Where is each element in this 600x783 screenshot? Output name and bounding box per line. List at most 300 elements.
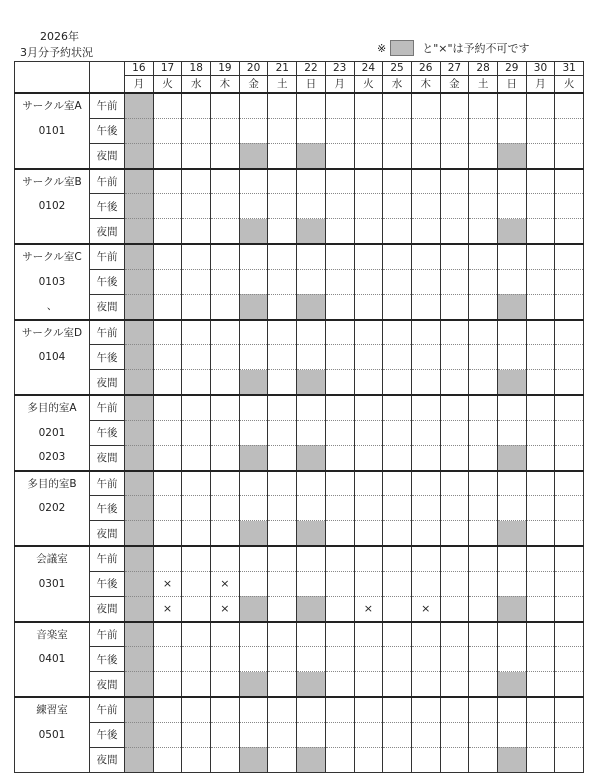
slot-cell[interactable] xyxy=(182,697,211,722)
slot-cell[interactable] xyxy=(555,521,584,546)
slot-cell[interactable] xyxy=(325,370,354,395)
slot-cell[interactable] xyxy=(211,169,240,194)
slot-cell[interactable] xyxy=(555,294,584,319)
slot-cell[interactable] xyxy=(440,320,469,345)
slot-cell[interactable] xyxy=(411,93,440,118)
slot-cell[interactable] xyxy=(411,697,440,722)
slot-cell[interactable] xyxy=(153,345,182,370)
slot-cell[interactable] xyxy=(411,647,440,672)
slot-cell[interactable] xyxy=(125,169,154,194)
slot-cell[interactable] xyxy=(497,496,526,521)
slot-cell[interactable] xyxy=(153,320,182,345)
slot-cell[interactable] xyxy=(440,93,469,118)
slot-cell[interactable] xyxy=(555,194,584,219)
slot-cell[interactable] xyxy=(526,194,555,219)
slot-cell[interactable] xyxy=(555,647,584,672)
slot-cell[interactable] xyxy=(239,747,268,772)
slot-cell[interactable] xyxy=(526,244,555,269)
slot-cell[interactable] xyxy=(153,269,182,294)
slot-cell[interactable] xyxy=(469,722,498,747)
slot-cell[interactable] xyxy=(411,722,440,747)
slot-cell[interactable] xyxy=(325,320,354,345)
slot-cell[interactable] xyxy=(153,219,182,244)
slot-cell[interactable] xyxy=(268,395,297,420)
slot-cell[interactable] xyxy=(182,345,211,370)
slot-cell[interactable] xyxy=(497,269,526,294)
slot-cell[interactable] xyxy=(182,596,211,621)
slot-cell[interactable] xyxy=(497,697,526,722)
slot-cell[interactable] xyxy=(526,269,555,294)
slot-cell[interactable] xyxy=(182,169,211,194)
slot-cell[interactable] xyxy=(354,471,383,496)
slot-cell[interactable] xyxy=(153,370,182,395)
slot-cell[interactable] xyxy=(211,93,240,118)
slot-cell[interactable] xyxy=(125,93,154,118)
slot-cell[interactable] xyxy=(239,496,268,521)
slot-cell[interactable] xyxy=(469,546,498,571)
slot-cell[interactable] xyxy=(440,269,469,294)
slot-cell[interactable] xyxy=(354,169,383,194)
slot-cell[interactable] xyxy=(440,143,469,168)
slot-cell[interactable] xyxy=(354,672,383,697)
slot-cell[interactable] xyxy=(297,697,326,722)
slot-cell[interactable] xyxy=(125,747,154,772)
slot-cell[interactable] xyxy=(268,194,297,219)
slot-cell[interactable] xyxy=(297,370,326,395)
slot-cell[interactable] xyxy=(325,420,354,445)
slot-cell[interactable] xyxy=(497,747,526,772)
slot-cell[interactable] xyxy=(182,118,211,143)
slot-cell[interactable] xyxy=(239,345,268,370)
slot-cell[interactable] xyxy=(411,118,440,143)
slot-cell[interactable] xyxy=(526,622,555,647)
slot-cell[interactable] xyxy=(239,571,268,596)
slot-cell[interactable] xyxy=(125,320,154,345)
slot-cell[interactable] xyxy=(383,496,412,521)
slot-cell[interactable] xyxy=(497,395,526,420)
slot-cell[interactable] xyxy=(383,320,412,345)
slot-cell[interactable] xyxy=(411,471,440,496)
slot-cell[interactable] xyxy=(239,420,268,445)
slot-cell[interactable] xyxy=(153,496,182,521)
slot-cell[interactable] xyxy=(411,571,440,596)
slot-cell[interactable] xyxy=(440,370,469,395)
slot-cell[interactable] xyxy=(153,194,182,219)
slot-cell[interactable] xyxy=(383,471,412,496)
slot-cell[interactable] xyxy=(411,294,440,319)
slot-cell[interactable] xyxy=(555,244,584,269)
slot-cell[interactable] xyxy=(469,471,498,496)
slot-cell[interactable] xyxy=(440,118,469,143)
slot-cell[interactable] xyxy=(411,219,440,244)
slot-cell[interactable] xyxy=(440,496,469,521)
slot-cell[interactable] xyxy=(297,169,326,194)
slot-cell[interactable] xyxy=(497,219,526,244)
slot-cell[interactable] xyxy=(526,395,555,420)
slot-cell[interactable] xyxy=(497,445,526,470)
slot-cell[interactable] xyxy=(555,622,584,647)
slot-cell[interactable] xyxy=(383,194,412,219)
slot-cell[interactable] xyxy=(125,420,154,445)
slot-cell[interactable] xyxy=(497,169,526,194)
slot-cell[interactable] xyxy=(182,395,211,420)
slot-cell[interactable] xyxy=(497,546,526,571)
slot-cell[interactable] xyxy=(297,194,326,219)
slot-cell[interactable] xyxy=(211,219,240,244)
slot-cell[interactable] xyxy=(469,672,498,697)
slot-cell[interactable] xyxy=(153,471,182,496)
slot-cell[interactable] xyxy=(354,143,383,168)
slot-cell[interactable] xyxy=(354,269,383,294)
slot-cell[interactable] xyxy=(211,546,240,571)
slot-cell[interactable] xyxy=(325,244,354,269)
slot-cell[interactable] xyxy=(383,445,412,470)
slot-cell[interactable] xyxy=(211,445,240,470)
slot-cell[interactable] xyxy=(297,596,326,621)
slot-cell[interactable] xyxy=(440,244,469,269)
slot-cell[interactable] xyxy=(383,647,412,672)
slot-cell[interactable] xyxy=(526,93,555,118)
slot-cell[interactable] xyxy=(497,143,526,168)
slot-cell[interactable] xyxy=(526,722,555,747)
slot-cell[interactable] xyxy=(469,345,498,370)
slot-cell[interactable] xyxy=(555,471,584,496)
slot-cell[interactable] xyxy=(469,269,498,294)
slot-cell[interactable] xyxy=(182,546,211,571)
slot-cell[interactable] xyxy=(268,596,297,621)
slot-cell[interactable] xyxy=(555,169,584,194)
slot-cell[interactable] xyxy=(239,244,268,269)
slot-cell[interactable] xyxy=(440,747,469,772)
slot-cell[interactable] xyxy=(497,345,526,370)
slot-cell[interactable] xyxy=(211,596,240,621)
slot-cell[interactable] xyxy=(182,194,211,219)
slot-cell[interactable] xyxy=(182,471,211,496)
slot-cell[interactable] xyxy=(211,294,240,319)
slot-cell[interactable] xyxy=(297,294,326,319)
slot-cell[interactable] xyxy=(297,93,326,118)
slot-cell[interactable] xyxy=(469,194,498,219)
slot-cell[interactable] xyxy=(526,420,555,445)
slot-cell[interactable] xyxy=(125,244,154,269)
slot-cell[interactable] xyxy=(297,395,326,420)
slot-cell[interactable] xyxy=(297,747,326,772)
slot-cell[interactable] xyxy=(354,118,383,143)
slot-cell[interactable] xyxy=(153,697,182,722)
slot-cell[interactable] xyxy=(469,219,498,244)
slot-cell[interactable] xyxy=(555,269,584,294)
slot-cell[interactable] xyxy=(211,647,240,672)
slot-cell[interactable] xyxy=(211,722,240,747)
slot-cell[interactable] xyxy=(239,320,268,345)
slot-cell[interactable] xyxy=(268,722,297,747)
slot-cell[interactable] xyxy=(440,194,469,219)
slot-cell[interactable] xyxy=(268,269,297,294)
slot-cell[interactable] xyxy=(325,194,354,219)
slot-cell[interactable] xyxy=(211,370,240,395)
slot-cell[interactable] xyxy=(526,521,555,546)
slot-cell[interactable] xyxy=(239,622,268,647)
slot-cell[interactable] xyxy=(555,445,584,470)
slot-cell[interactable] xyxy=(469,244,498,269)
slot-cell[interactable] xyxy=(297,269,326,294)
slot-cell[interactable] xyxy=(440,596,469,621)
slot-cell[interactable] xyxy=(440,395,469,420)
slot-cell[interactable] xyxy=(555,345,584,370)
slot-cell[interactable] xyxy=(239,521,268,546)
slot-cell[interactable] xyxy=(125,294,154,319)
slot-cell[interactable] xyxy=(383,370,412,395)
slot-cell[interactable] xyxy=(497,93,526,118)
slot-cell[interactable] xyxy=(555,370,584,395)
slot-cell[interactable] xyxy=(297,521,326,546)
slot-cell[interactable] xyxy=(497,521,526,546)
slot-cell[interactable] xyxy=(239,445,268,470)
slot-cell[interactable] xyxy=(526,747,555,772)
slot-cell[interactable] xyxy=(297,244,326,269)
slot-cell[interactable] xyxy=(383,169,412,194)
slot-cell[interactable] xyxy=(555,596,584,621)
slot-cell[interactable] xyxy=(182,647,211,672)
slot-cell[interactable] xyxy=(555,93,584,118)
slot-cell[interactable] xyxy=(469,143,498,168)
slot-cell[interactable] xyxy=(239,471,268,496)
slot-cell[interactable] xyxy=(469,169,498,194)
slot-cell[interactable] xyxy=(325,143,354,168)
slot-cell[interactable] xyxy=(239,118,268,143)
slot-cell[interactable] xyxy=(383,345,412,370)
slot-cell[interactable] xyxy=(125,445,154,470)
slot-cell[interactable] xyxy=(211,622,240,647)
slot-cell[interactable] xyxy=(182,622,211,647)
slot-cell[interactable] xyxy=(469,622,498,647)
slot-cell[interactable] xyxy=(297,647,326,672)
slot-cell[interactable] xyxy=(125,118,154,143)
slot-cell[interactable] xyxy=(268,420,297,445)
slot-cell[interactable] xyxy=(469,521,498,546)
slot-cell[interactable] xyxy=(440,471,469,496)
slot-cell[interactable] xyxy=(440,445,469,470)
slot-cell[interactable] xyxy=(153,420,182,445)
slot-cell[interactable] xyxy=(497,647,526,672)
slot-cell[interactable] xyxy=(354,622,383,647)
slot-cell[interactable] xyxy=(182,747,211,772)
slot-cell[interactable] xyxy=(383,571,412,596)
slot-cell[interactable] xyxy=(153,445,182,470)
slot-cell[interactable] xyxy=(555,420,584,445)
slot-cell[interactable] xyxy=(383,697,412,722)
slot-cell[interactable] xyxy=(182,244,211,269)
slot-cell[interactable] xyxy=(325,118,354,143)
slot-cell[interactable] xyxy=(211,521,240,546)
slot-cell[interactable] xyxy=(325,546,354,571)
slot-cell[interactable] xyxy=(268,672,297,697)
slot-cell[interactable] xyxy=(411,596,440,621)
slot-cell[interactable] xyxy=(526,697,555,722)
slot-cell[interactable] xyxy=(526,320,555,345)
slot-cell[interactable] xyxy=(153,571,182,596)
slot-cell[interactable] xyxy=(526,345,555,370)
slot-cell[interactable] xyxy=(354,294,383,319)
slot-cell[interactable] xyxy=(497,571,526,596)
slot-cell[interactable] xyxy=(125,672,154,697)
slot-cell[interactable] xyxy=(239,143,268,168)
slot-cell[interactable] xyxy=(268,118,297,143)
slot-cell[interactable] xyxy=(211,345,240,370)
slot-cell[interactable] xyxy=(354,747,383,772)
slot-cell[interactable] xyxy=(526,571,555,596)
slot-cell[interactable] xyxy=(325,445,354,470)
slot-cell[interactable] xyxy=(383,219,412,244)
slot-cell[interactable] xyxy=(125,521,154,546)
slot-cell[interactable] xyxy=(469,445,498,470)
slot-cell[interactable] xyxy=(297,546,326,571)
slot-cell[interactable] xyxy=(211,571,240,596)
slot-cell[interactable] xyxy=(182,420,211,445)
slot-cell[interactable] xyxy=(469,118,498,143)
slot-cell[interactable] xyxy=(211,395,240,420)
slot-cell[interactable] xyxy=(211,496,240,521)
slot-cell[interactable] xyxy=(268,496,297,521)
slot-cell[interactable] xyxy=(383,118,412,143)
slot-cell[interactable] xyxy=(268,143,297,168)
slot-cell[interactable] xyxy=(239,370,268,395)
slot-cell[interactable] xyxy=(125,370,154,395)
slot-cell[interactable] xyxy=(297,320,326,345)
slot-cell[interactable] xyxy=(325,471,354,496)
slot-cell[interactable] xyxy=(268,294,297,319)
slot-cell[interactable] xyxy=(325,93,354,118)
slot-cell[interactable] xyxy=(555,496,584,521)
slot-cell[interactable] xyxy=(440,722,469,747)
slot-cell[interactable] xyxy=(268,471,297,496)
slot-cell[interactable] xyxy=(211,471,240,496)
slot-cell[interactable] xyxy=(297,118,326,143)
slot-cell[interactable] xyxy=(440,420,469,445)
slot-cell[interactable] xyxy=(182,496,211,521)
slot-cell[interactable] xyxy=(325,395,354,420)
slot-cell[interactable] xyxy=(411,169,440,194)
slot-cell[interactable] xyxy=(383,395,412,420)
slot-cell[interactable] xyxy=(555,571,584,596)
slot-cell[interactable] xyxy=(383,546,412,571)
slot-cell[interactable] xyxy=(125,571,154,596)
slot-cell[interactable] xyxy=(440,697,469,722)
slot-cell[interactable] xyxy=(469,395,498,420)
slot-cell[interactable] xyxy=(555,143,584,168)
slot-cell[interactable] xyxy=(125,546,154,571)
slot-cell[interactable] xyxy=(469,294,498,319)
slot-cell[interactable] xyxy=(497,194,526,219)
slot-cell[interactable] xyxy=(325,496,354,521)
slot-cell[interactable] xyxy=(526,496,555,521)
slot-cell[interactable] xyxy=(411,244,440,269)
slot-cell[interactable] xyxy=(497,118,526,143)
slot-cell[interactable] xyxy=(440,169,469,194)
slot-cell[interactable] xyxy=(354,596,383,621)
slot-cell[interactable] xyxy=(325,672,354,697)
slot-cell[interactable] xyxy=(182,294,211,319)
slot-cell[interactable] xyxy=(526,672,555,697)
slot-cell[interactable] xyxy=(182,219,211,244)
slot-cell[interactable] xyxy=(526,169,555,194)
slot-cell[interactable] xyxy=(239,647,268,672)
slot-cell[interactable] xyxy=(153,143,182,168)
slot-cell[interactable] xyxy=(440,571,469,596)
slot-cell[interactable] xyxy=(497,672,526,697)
slot-cell[interactable] xyxy=(239,219,268,244)
slot-cell[interactable] xyxy=(325,697,354,722)
slot-cell[interactable] xyxy=(526,596,555,621)
slot-cell[interactable] xyxy=(411,445,440,470)
slot-cell[interactable] xyxy=(182,445,211,470)
slot-cell[interactable] xyxy=(555,546,584,571)
slot-cell[interactable] xyxy=(325,596,354,621)
slot-cell[interactable] xyxy=(297,496,326,521)
slot-cell[interactable] xyxy=(268,571,297,596)
slot-cell[interactable] xyxy=(297,219,326,244)
slot-cell[interactable] xyxy=(211,672,240,697)
slot-cell[interactable] xyxy=(239,294,268,319)
slot-cell[interactable] xyxy=(153,244,182,269)
slot-cell[interactable] xyxy=(354,194,383,219)
slot-cell[interactable] xyxy=(469,496,498,521)
slot-cell[interactable] xyxy=(125,722,154,747)
slot-cell[interactable] xyxy=(239,269,268,294)
slot-cell[interactable] xyxy=(125,143,154,168)
slot-cell[interactable] xyxy=(182,722,211,747)
slot-cell[interactable] xyxy=(268,169,297,194)
slot-cell[interactable] xyxy=(526,647,555,672)
slot-cell[interactable] xyxy=(211,194,240,219)
slot-cell[interactable] xyxy=(497,722,526,747)
slot-cell[interactable] xyxy=(383,93,412,118)
slot-cell[interactable] xyxy=(325,521,354,546)
slot-cell[interactable] xyxy=(354,647,383,672)
slot-cell[interactable] xyxy=(153,521,182,546)
slot-cell[interactable] xyxy=(526,118,555,143)
slot-cell[interactable] xyxy=(383,521,412,546)
slot-cell[interactable] xyxy=(555,320,584,345)
slot-cell[interactable] xyxy=(497,370,526,395)
slot-cell[interactable] xyxy=(411,194,440,219)
slot-cell[interactable] xyxy=(526,370,555,395)
slot-cell[interactable] xyxy=(182,521,211,546)
slot-cell[interactable] xyxy=(469,747,498,772)
slot-cell[interactable] xyxy=(268,546,297,571)
slot-cell[interactable] xyxy=(239,194,268,219)
slot-cell[interactable] xyxy=(268,244,297,269)
slot-cell[interactable] xyxy=(125,345,154,370)
slot-cell[interactable] xyxy=(526,445,555,470)
slot-cell[interactable] xyxy=(125,471,154,496)
slot-cell[interactable] xyxy=(354,395,383,420)
slot-cell[interactable] xyxy=(383,244,412,269)
slot-cell[interactable] xyxy=(297,345,326,370)
slot-cell[interactable] xyxy=(354,697,383,722)
slot-cell[interactable] xyxy=(211,420,240,445)
slot-cell[interactable] xyxy=(297,622,326,647)
slot-cell[interactable] xyxy=(153,169,182,194)
slot-cell[interactable] xyxy=(411,395,440,420)
slot-cell[interactable] xyxy=(354,244,383,269)
slot-cell[interactable] xyxy=(182,370,211,395)
slot-cell[interactable] xyxy=(411,521,440,546)
slot-cell[interactable] xyxy=(239,395,268,420)
slot-cell[interactable] xyxy=(268,345,297,370)
slot-cell[interactable] xyxy=(354,546,383,571)
slot-cell[interactable] xyxy=(497,622,526,647)
